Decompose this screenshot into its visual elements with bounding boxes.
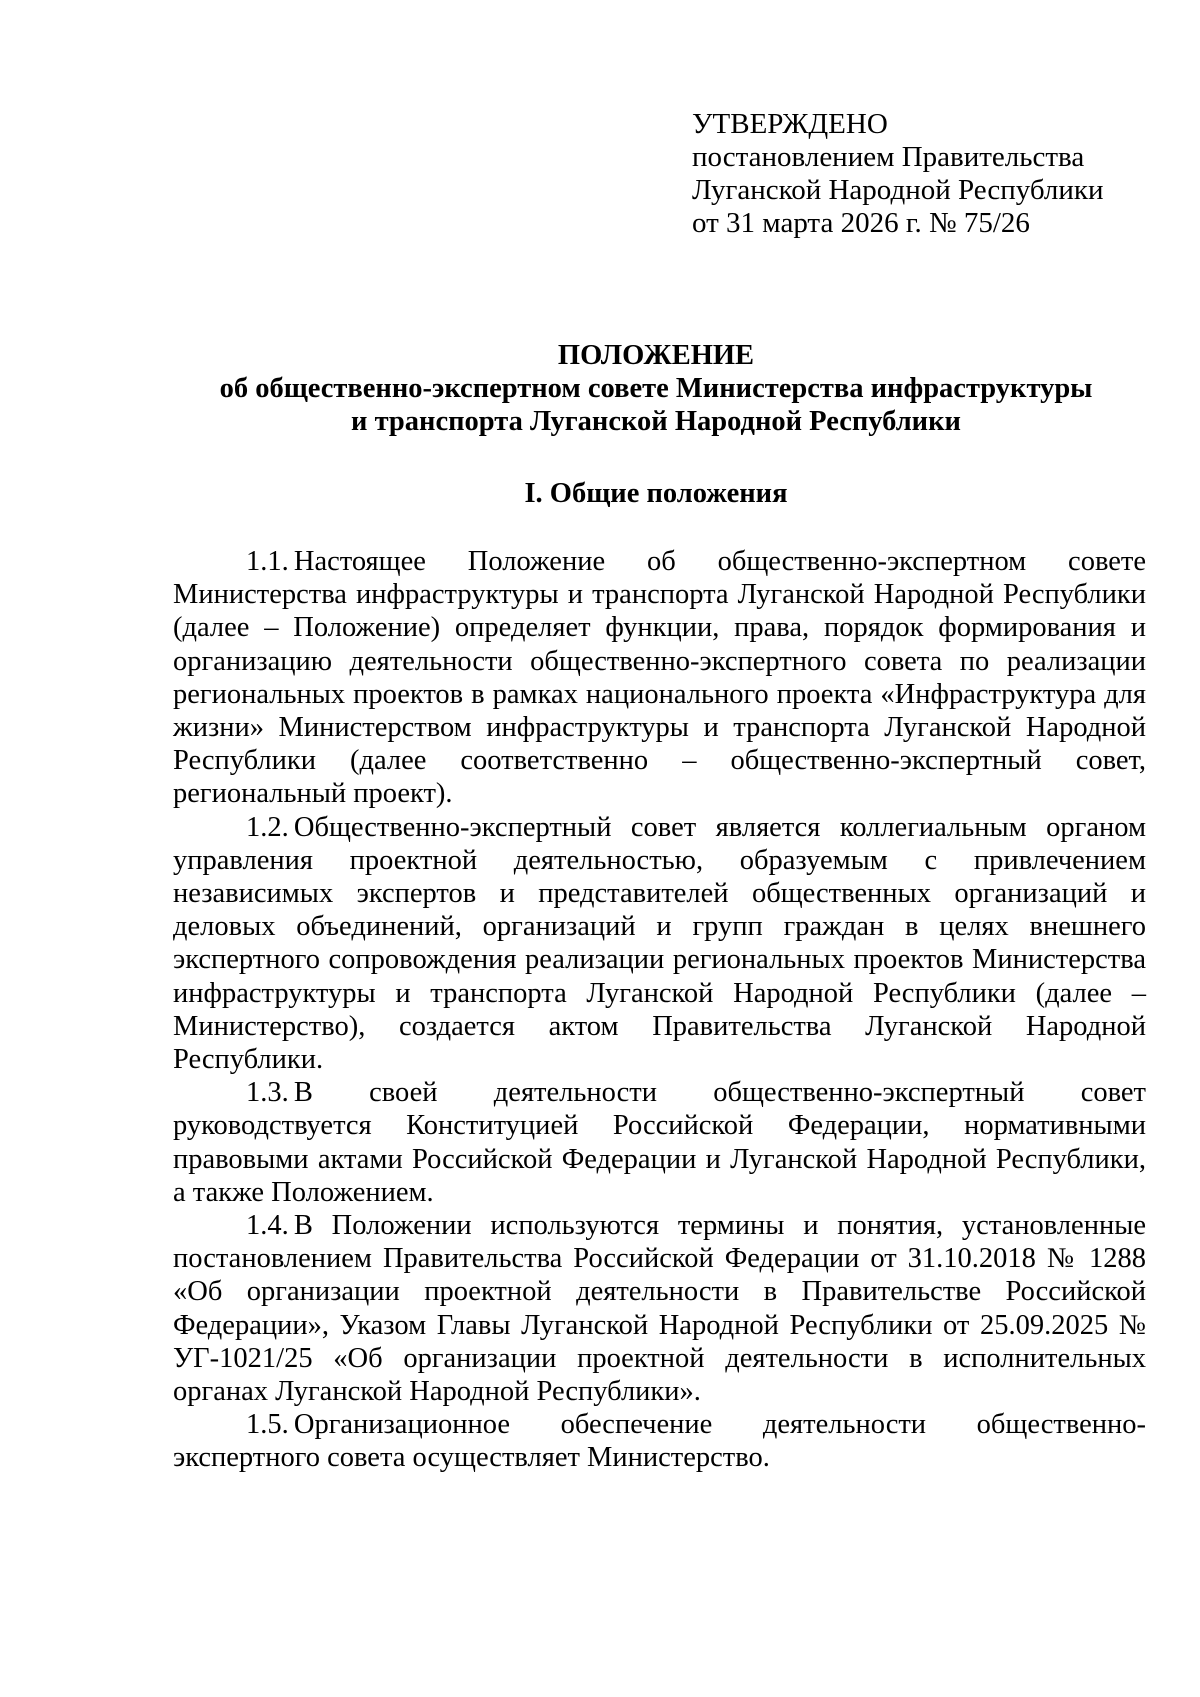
document-subtitle-line-2: и транспорта Луганской Народной Республики (351, 406, 961, 437)
paragraph-number: 1.4. (246, 1210, 289, 1242)
section-heading: I. Общие положения (524, 478, 788, 509)
paragraph-text: Общественно-экспертный совет является коллегиальным органом управления проектной деятельностью, образуемым с привлечением независимых экспертов и представителей общественных организаций и деловых объединений, организаций и групп граждан в целях внешнего экспертного сопровождения реализации региональных проектов Министерства инфраструктуры и транспорта Луганской Народной Республики (далее – Министерство), создается актом Правительства Луганской Народной Республики. (173, 811, 1146, 1076)
document-subtitle-line-1: об общественно-экспертном совете Министерства инфраструктуры (219, 373, 1093, 404)
approval-stamp-block (692, 108, 1172, 240)
document-body (173, 545, 1146, 1475)
paragraph-1-2 (173, 811, 1146, 1077)
paragraph-number: 1.2. (246, 811, 289, 843)
paragraph-text: Организационное обеспечение деятельности общественно-экспертного совета осуществляет Министерство. (173, 1409, 1146, 1474)
paragraph-number: 1.1. (246, 546, 289, 577)
paragraph-1-5 (173, 1408, 1146, 1474)
paragraph-number: 1.3. (246, 1077, 289, 1109)
paragraph-text: Настоящее Положение об общественно-экспертном совете Министерства инфраструктуры и транспорта Луганской Народной Республики (далее – Положение) определяет функции, права, порядок формирования и организацию деятельности общественно-экспертного совета по реализации региональных проектов в рамках национального проекта «Инфраструктура для жизни» Министерством инфраструктуры и транспорта Луганской Народной Республики (далее соответственно – общественно-экспертный совет, региональный проект). (173, 546, 1146, 810)
document-title: ПОЛОЖЕНИЕ (557, 340, 755, 371)
approval-line-date-number: от 31 марта 2026 г. № 75/26 (692, 207, 1030, 239)
document-title-block (160, 339, 1152, 438)
paragraph-1-1 (173, 545, 1146, 811)
paragraph-text: В своей деятельности общественно-экспертный совет руководствуется Конституцией Российской Федерации, нормативными правовыми актами Российской Федерации и Луганской Народной Республики, а также Положением. (173, 1077, 1146, 1208)
paragraph-number: 1.5. (246, 1409, 289, 1441)
paragraph-1-3 (173, 1076, 1146, 1209)
approval-line-approved: УТВЕРЖДЕНО (692, 108, 888, 140)
paragraph-text: В Положении используются термины и понятия, установленные постановлением Правительства Российской Федерации от 31.10.2018 № 1288 «Об организации проектной деятельности в Правительстве Российской Федерации», Указом Главы Луганской Народной Республики от 25.09.2025 № УГ-1021/25 «Об организации проектной деятельности в исполнительных органах Луганской Народной Республики». (173, 1210, 1146, 1408)
approval-line-republic: Луганской Народной Республики (692, 174, 1104, 206)
paragraph-1-4 (173, 1209, 1146, 1408)
approval-line-resolution: постановлением Правительства (692, 141, 1085, 173)
